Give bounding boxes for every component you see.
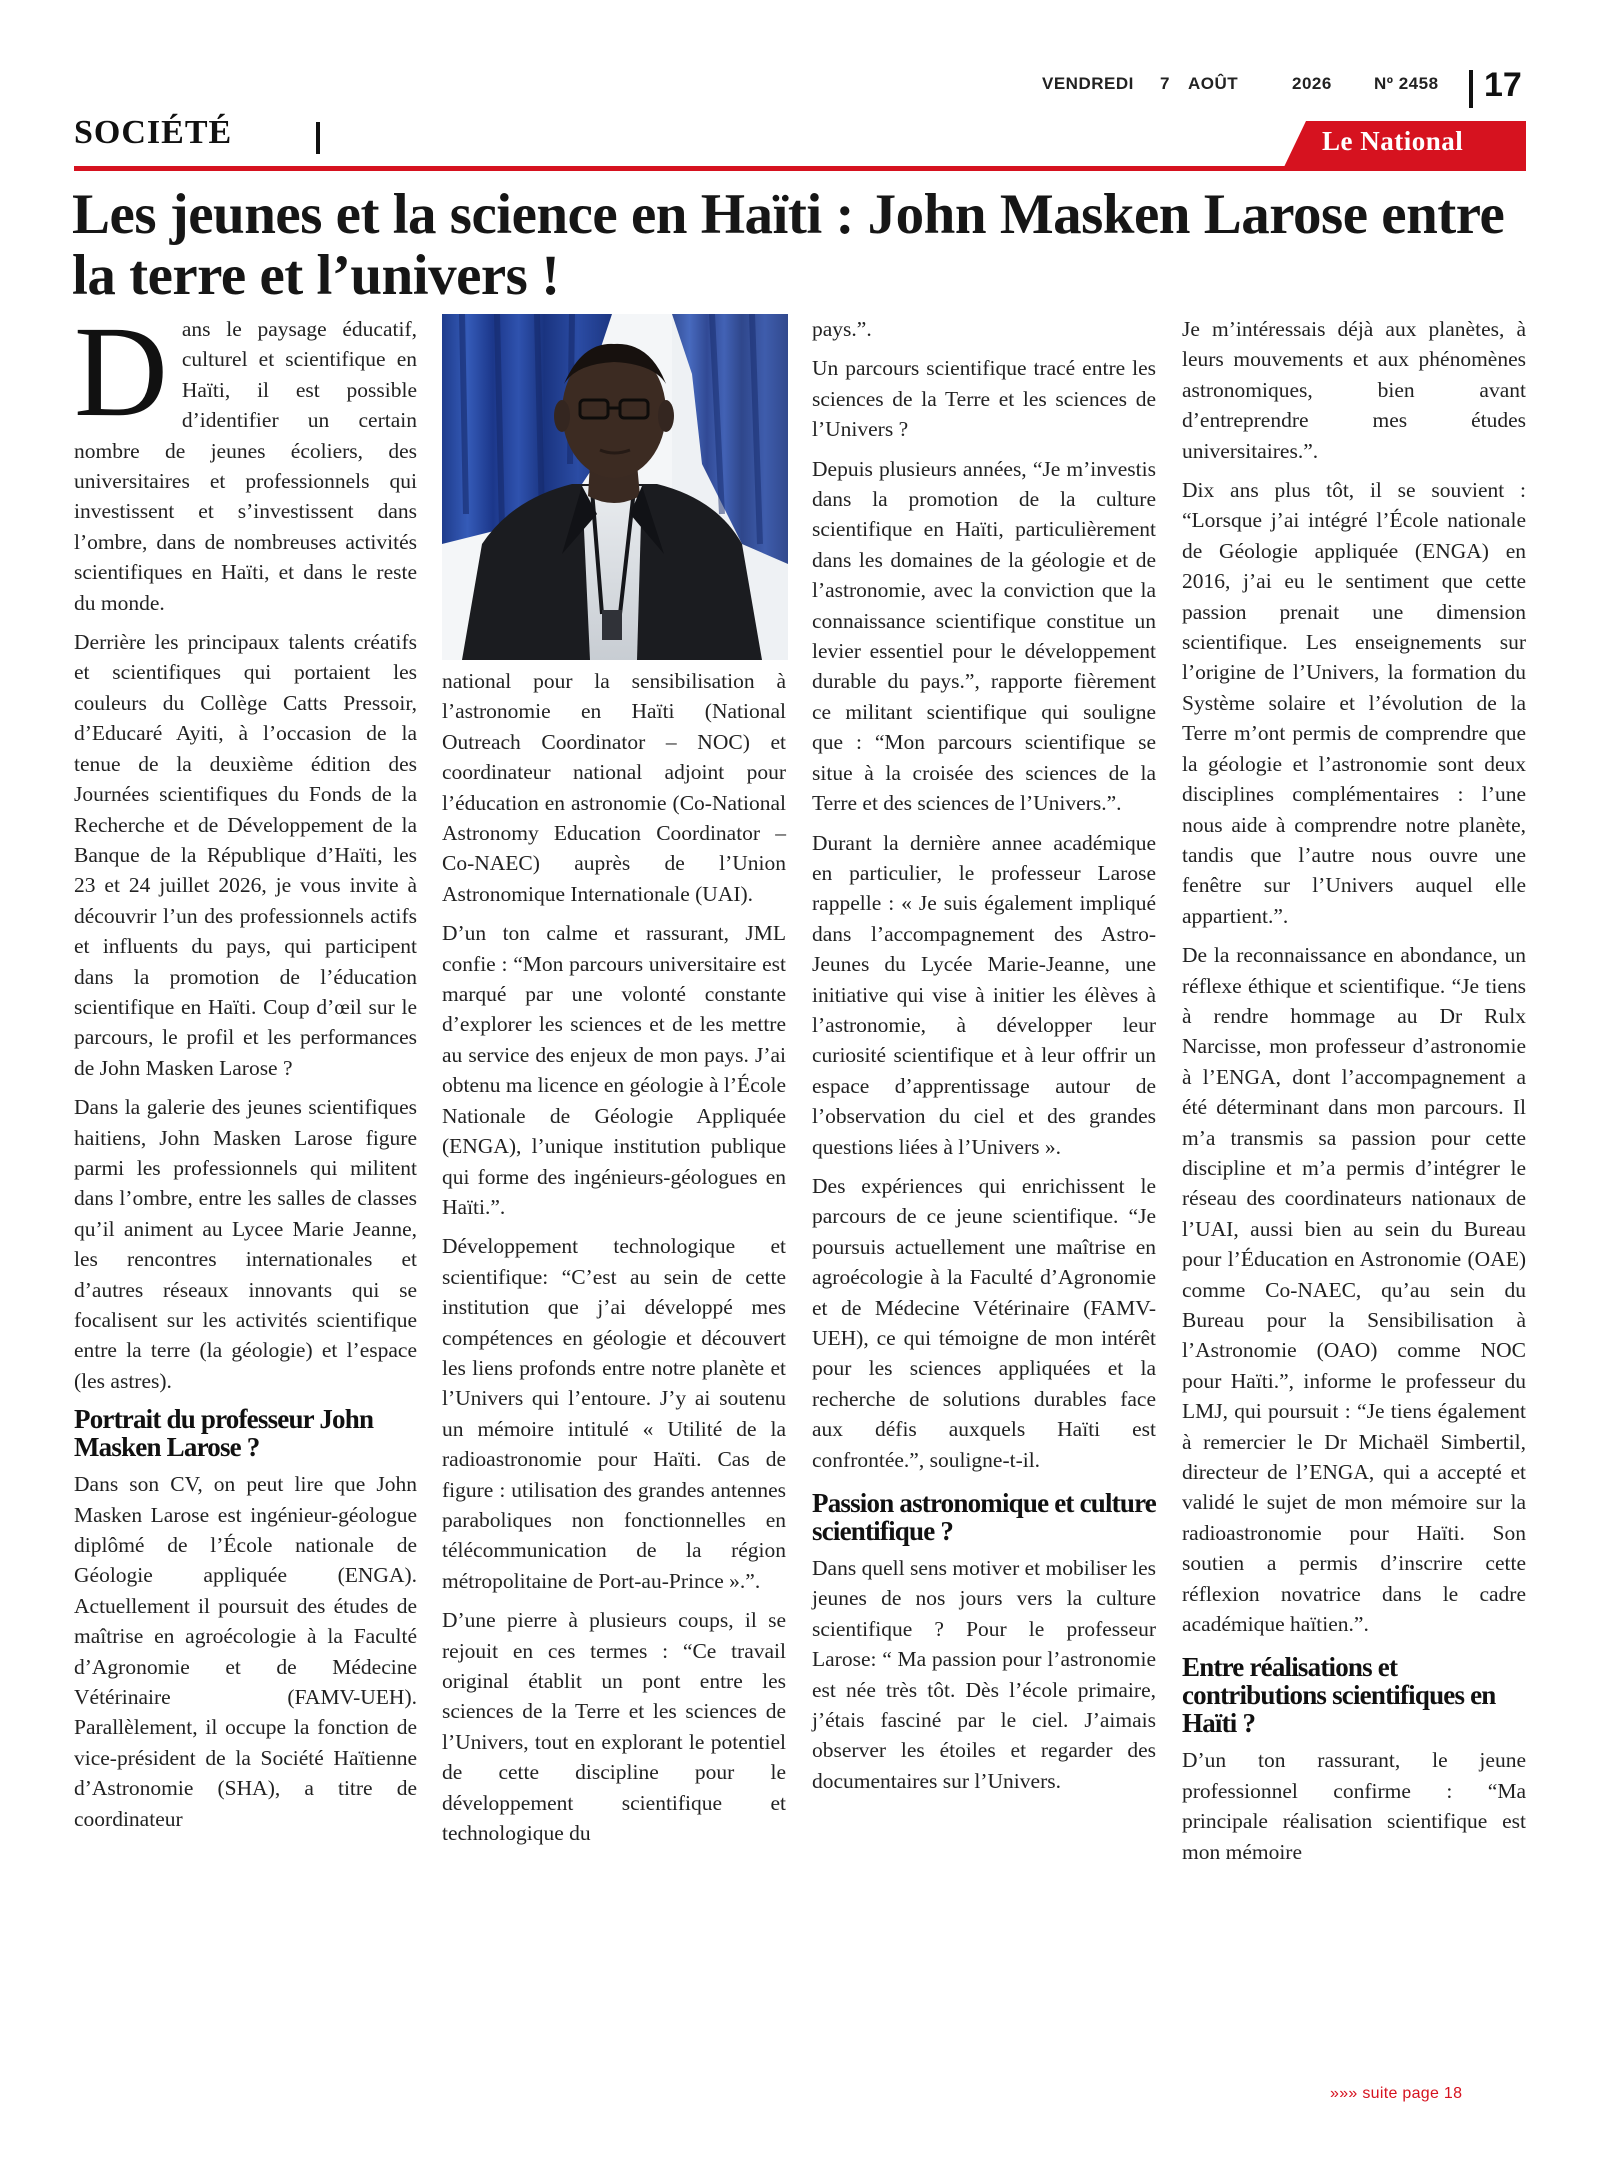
paragraph: Dix ans plus tôt, il se souvient : “Lorsque j’ai intégré l’École nationale de Géologie appliquée (ENGA) en 2016, j’ai eu le sentiment que cette passion prenait une dimension scientifique. Les enseignements sur l’origine de l’Univers, la formation du Système solaire et l’évolution de la Terre m’ont permis de comprendre que la géologie et l’astronomie sont deux disciplines complémentaires : l’une nous aide à comprendre notre planète, tandis que l’autre nous ouvre une fenêtre sur l’Univers auquel elle appartient.”.	[1182, 478, 1526, 928]
paragraph: Je m’intéressais déjà aux planètes, à leurs mouvements et aux phénomènes astronomiques, bien avant d’entreprendre mes études universitaires.”.	[1182, 317, 1526, 463]
paragraph: Durant la dernière annee académique en particulier, le professeur Larose rappelle : « Je suis également impliqué dans l’accompagnement des Astro-Jeunes du Lycée Marie-Jeanne, une initiative qui vise à initier les élèves à l’astronomie, à développer leur curiosité scientifique et à leur offrir un espace d’apprentissage autour de l’observation du ciel et des grandes questions liées à l’Univers ».	[812, 830, 1156, 1159]
paragraph: Dans quell sens motiver et mobiliser les jeunes de nos jours vers la culture scientifique ? Pour le professeur Larose: “ Ma passion pour l’astronomie est née très tôt. Dès l’école primaire, j’étais fasciné par le ciel. J’aimais observer les étoiles et regarder des documentaires sur l’Univers.	[812, 1556, 1156, 1793]
paragraph: D’un ton rassurant, le jeune professionnel confirme : “Ma principale réalisation scientifique est mon mémoire	[1182, 1748, 1526, 1864]
article-column-2	[442, 314, 786, 1857]
article-headline: Les jeunes et la science en Haïti : John Masken Larose entre la terre et l’univers !	[72, 183, 1505, 307]
section-title: SOCIÉTÉ	[74, 114, 233, 151]
paragraph: Développement technologique et scientifique: “C’est au sein de cette institution que j’ai développé mes compétences en géologie et découvert les liens profonds entre notre planète et l’Univers qui l’entoure. J’y ai soutenu un mémoire intitulé « Utilité de la radioastronomie pour Haïti. Cas de figure : utilisation des grandes antennes paraboliques non fonctionnelles en télécommunication de la région métropolitaine de Port-au-Prince ».”.	[442, 1234, 786, 1593]
paragraph: De la reconnaissance en abondance, un réflexe éthique et scientifique. “Je tiens à rendre hommage au Dr Rulx Narcisse, mon professeur d’astronomie à l’ENGA, dont l’accompagnement a été déterminant dans mon parcours. Il m’a transmis sa passion pour cette discipline et m’a permis d’intégrer le réseau des coordinateurs nationaux de l’UAI, aussi bien au sein du Bureau pour l’Éducation en Astronomie (OAE) comme Co-NAEC, qu’au sein du Bureau pour la Sensibilisation à l’Astronomie (OAO) comme NOC pour Haïti.”, informe le professeur du LMJ, qui poursuit : “Je tiens également à remercier le Dr Michaël Simbertil, directeur de l’ENGA, qui a accepté et validé le sujet de mon mémoire sur la radioastronomie pour Haïti. Son soutien a permis d’inscrire cette réflexion novatrice dans le cadre académique haïtien.”.	[1182, 943, 1526, 1637]
issue-month: AOÛT	[1188, 74, 1239, 93]
lead-paragraph	[74, 300, 417, 618]
photo-spacer	[442, 314, 786, 666]
issue-date-number: 7	[1160, 74, 1170, 93]
lead-text: ans le paysage éducatif, culturel et scientifique en Haïti, il est possible d’identifier un certain nombre de jeunes écoliers, des universitaires et professionnels qui investissent et s’investissent dans l’ombre, dans de nombreuses activités scientifiques en Haïti, et dans le reste du monde.	[74, 317, 417, 615]
dropcap: D	[74, 300, 168, 444]
paragraph: pays.”.	[812, 317, 872, 341]
paragraph: national pour la sensibilisation à l’astronomie en Haïti (National Outreach Coordinator – NOC) et coordinateur national adjoint pour l’éducation en astronomie (Co-National Astronomy Education Coordinator – Co-NAEC) auprès de l’Union Astronomique Internationale (UAI).	[442, 669, 786, 906]
issue-year: 2026	[1292, 74, 1332, 93]
paragraph: Dans la galerie des jeunes scientifiques haitiens, John Masken Larose figure parmi les professionnels qui militent dans l’ombre, entre les salles de classes qu’il animent au Lycee Marie Jeanne, les rencontres internationales et d’autres réseaux innovants qui se focalisent sur les activités scientifique entre la terre (la géologie) et l’espace (les astres).	[74, 1095, 417, 1393]
brand-name: Le National	[1322, 126, 1464, 156]
article-column-1	[74, 300, 417, 1843]
page-number: 17	[1484, 66, 1522, 104]
continuation-link[interactable]: »»» suite page 18	[1330, 2085, 1463, 2102]
paragraph: D’une pierre à plusieurs coups, il se rejouit en ces termes : “Ce travail original établit un pont entre les sciences de la Terre et les sciences de l’Univers, tout en explorant le potentiel de cette discipline pour le développement scientifique et technologique du	[442, 1608, 786, 1846]
issue-number: Nº 2458	[1374, 74, 1439, 93]
paragraph: Un parcours scientifique tracé entre les sciences de la Terre et les sciences de l’Univers ?	[812, 356, 1156, 442]
article-column-3	[812, 314, 1156, 1805]
subheading-portrait: Portrait du professeur John Masken Larose ?	[74, 1404, 374, 1463]
issue-day: VENDREDI	[1042, 74, 1134, 93]
paragraph: Derrière les principaux talents créatifs et scientifiques qui portaient les couleurs du Collège Catts Pressoir, d’Educaré Ayiti, à l’occasion de la tenue de la deuxième édition des Journées scientifiques du Fonds de la Recherche et de Développement de la Banque de la République d’Haïti, les 23 et 24 juillet 2026, je vous invite à découvrir l’un des professionnels actifs et influents du pays, qui participent dans la promotion de l’éducation scientifique en Haïti. Coup d’œil sur le parcours, le profil et les performances de John Masken Larose ?	[74, 630, 417, 1080]
section-divider	[316, 122, 320, 154]
paragraph: Dans son CV, on peut lire que John Masken Larose est ingénieur-géologue diplômé de l’École nationale de Géologie appliquée (ENGA). Actuellement il poursuit des études de maîtrise en agroécologie à la Faculté d’Agronomie et de Médecine Vétérinaire (FAMV-UEH). Parallèlement, il occupe la fonction de vice-président de la Société Haïtienne d’Astronomie (SHA), a titre de coordinateur	[74, 1472, 417, 1831]
subheading-passion: Passion astronomique et culture scientifique ?	[812, 1488, 1156, 1547]
article-column-4	[1182, 314, 1526, 1876]
header-rule	[74, 166, 1526, 171]
paragraph: D’un ton calme et rassurant, JML confie : “Mon parcours universitaire est marqué par une volonté constante d’explorer les sciences et de les mettre au service des enjeux de mon pays. J’ai obtenu ma licence en géologie à l’École Nationale de Géologie Appliquée (ENGA), l’unique institution publique qui forme des ingénieurs-géologues en Haïti.”.	[442, 921, 786, 1219]
paragraph: Des expériences qui enrichissent le parcours de ce jeune scientifique. “Je poursuis actuellement une maîtrise en agroécologie à la Faculté d’Agronomie et de Médecine Vétérinaire (FAMV-UEH), ce qui témoigne de mon intérêt pour les sciences appliquées et la recherche de solutions durables face aux défis auxquels Haïti est confrontée.”, souligne-t-il.	[812, 1173, 1156, 1472]
subheading-realisations: Entre réalisations et contributions scientifiques en Haïti ?	[1182, 1652, 1496, 1739]
paragraph: Depuis plusieurs années, “Je m’investis dans la promotion de la culture scientifique en Haïti, particulièrement dans les domaines de la géologie et de l’astronomie, avec la conviction que la connaissance scientifique constitue un levier essentiel pour le développement durable du pays.”, rapporte fièrement ce militant scientifique qui souligne que : “Mon parcours scientifique se situe à la croisée des sciences de la Terre et des sciences de l’Univers.”.	[812, 456, 1156, 816]
page-number-divider	[1469, 70, 1473, 108]
